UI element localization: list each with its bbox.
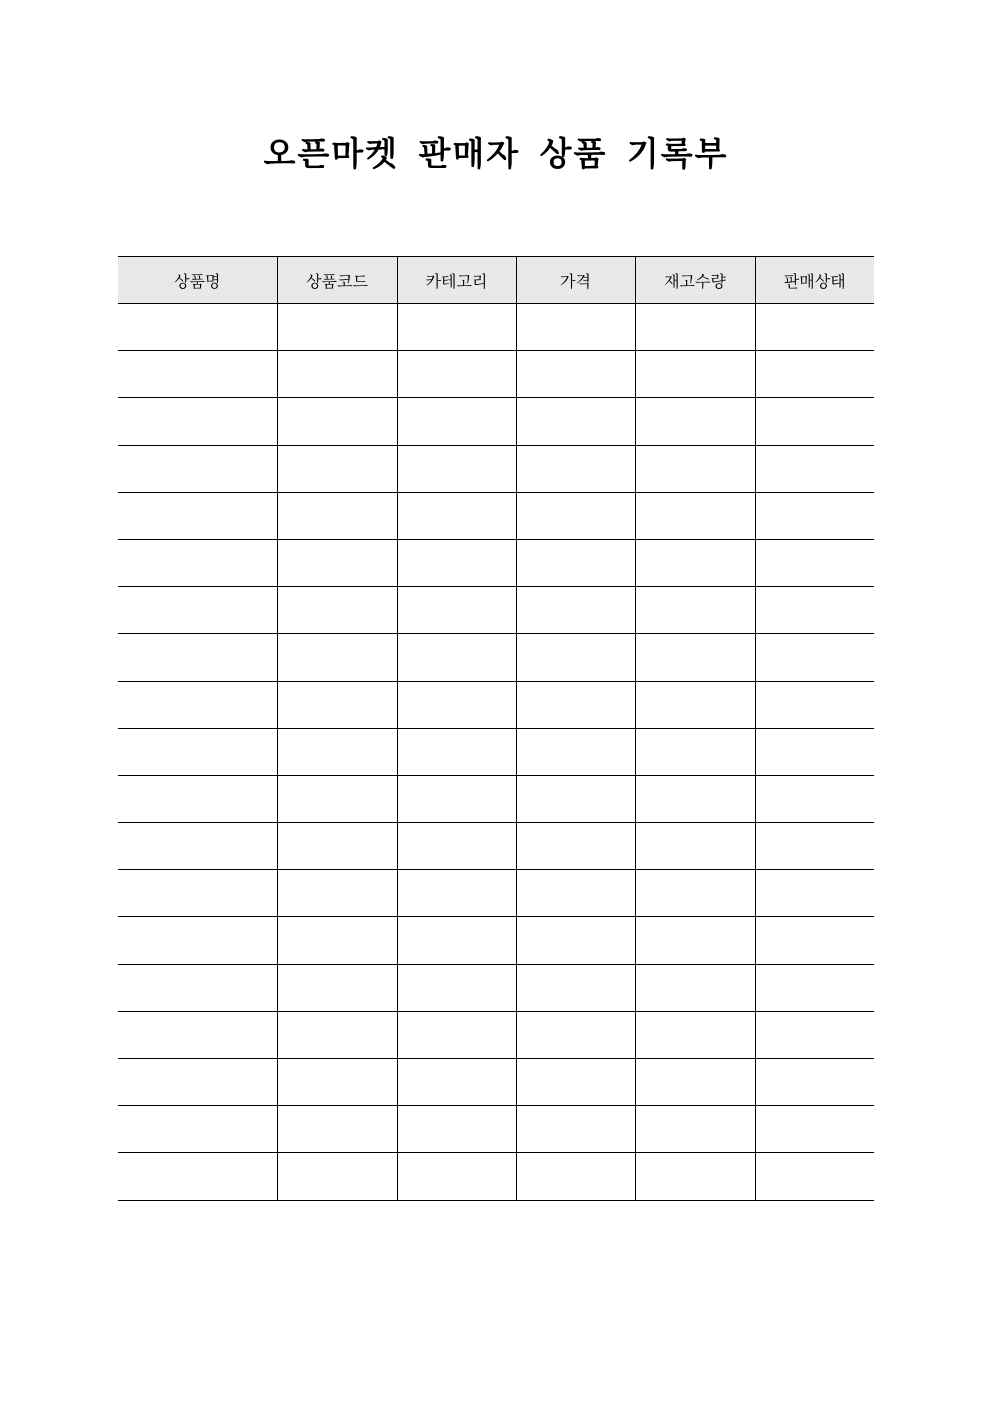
table-cell (755, 1059, 874, 1106)
table-cell (277, 492, 397, 539)
column-header-price: 가격 (516, 257, 635, 304)
table-cell (635, 681, 755, 728)
table-cell (516, 445, 635, 492)
table-cell (397, 492, 516, 539)
table-cell (118, 964, 277, 1011)
table-cell (516, 634, 635, 681)
table-cell (397, 445, 516, 492)
table-cell (516, 1153, 635, 1200)
table-row (118, 445, 874, 492)
table-cell (755, 823, 874, 870)
table-header-row (118, 257, 874, 304)
table-cell (277, 539, 397, 586)
table-row (118, 304, 874, 351)
table-cell (397, 1106, 516, 1153)
table-cell (635, 870, 755, 917)
table-cell (635, 539, 755, 586)
table-cell (516, 823, 635, 870)
table-cell (397, 304, 516, 351)
table-cell (397, 870, 516, 917)
table-cell (397, 539, 516, 586)
table-row (118, 823, 874, 870)
table-cell (397, 823, 516, 870)
table-cell (516, 398, 635, 445)
table-cell (118, 587, 277, 634)
table-cell (635, 1106, 755, 1153)
table-cell (635, 587, 755, 634)
table-cell (277, 1059, 397, 1106)
table-cell (118, 775, 277, 822)
table-cell (755, 681, 874, 728)
table-cell (118, 539, 277, 586)
table-cell (755, 398, 874, 445)
table-cell (635, 823, 755, 870)
table-cell (635, 917, 755, 964)
table-cell (516, 964, 635, 1011)
table-row (118, 681, 874, 728)
table-cell (755, 728, 874, 775)
table-cell (516, 304, 635, 351)
table-cell (277, 775, 397, 822)
table-cell (755, 1011, 874, 1058)
table-cell (635, 492, 755, 539)
table-cell (755, 587, 874, 634)
table-cell (277, 1011, 397, 1058)
table-cell (516, 587, 635, 634)
table-cell (277, 398, 397, 445)
table-row (118, 728, 874, 775)
table-cell (118, 1059, 277, 1106)
table-cell (755, 304, 874, 351)
table-cell (516, 917, 635, 964)
column-header-category: 카테고리 (397, 257, 516, 304)
table-cell (516, 728, 635, 775)
table-cell (277, 634, 397, 681)
table-cell (277, 870, 397, 917)
table-cell (277, 917, 397, 964)
table-cell (755, 351, 874, 398)
table-cell (635, 1153, 755, 1200)
table-cell (277, 1153, 397, 1200)
table-cell (755, 634, 874, 681)
table-row (118, 634, 874, 681)
table-row (118, 1106, 874, 1153)
column-header-sales-status: 판매상태 (755, 257, 874, 304)
table-cell (755, 1153, 874, 1200)
table-cell (118, 917, 277, 964)
table-cell (516, 1059, 635, 1106)
table-cell (635, 634, 755, 681)
page-title: 오픈마켓 판매자 상품 기록부 (263, 134, 729, 173)
table-cell (277, 587, 397, 634)
table-cell (516, 351, 635, 398)
table-cell (516, 1011, 635, 1058)
table-cell (755, 917, 874, 964)
table-cell (277, 351, 397, 398)
table-cell (635, 398, 755, 445)
table-cell (397, 917, 516, 964)
table-cell (635, 304, 755, 351)
table-cell (277, 728, 397, 775)
table-cell (635, 728, 755, 775)
table-cell (118, 304, 277, 351)
table-cell (118, 823, 277, 870)
table-row (118, 351, 874, 398)
table-cell (755, 870, 874, 917)
table-cell (516, 870, 635, 917)
table-cell (635, 964, 755, 1011)
table-cell (397, 728, 516, 775)
table-cell (397, 1011, 516, 1058)
table-cell (397, 398, 516, 445)
table-cell (277, 964, 397, 1011)
table-cell (635, 1011, 755, 1058)
table-row (118, 587, 874, 634)
table-cell (397, 1059, 516, 1106)
table-cell (277, 681, 397, 728)
table-cell (755, 445, 874, 492)
table-cell (516, 492, 635, 539)
table-cell (277, 823, 397, 870)
table-row (118, 1011, 874, 1058)
table-cell (397, 351, 516, 398)
table-row (118, 870, 874, 917)
table-row (118, 398, 874, 445)
table-cell (397, 587, 516, 634)
table-cell (118, 728, 277, 775)
table-cell (277, 1106, 397, 1153)
table-cell (516, 1106, 635, 1153)
product-record-table (118, 256, 874, 1201)
table-cell (397, 964, 516, 1011)
column-header-stock-quantity: 재고수량 (635, 257, 755, 304)
column-header-product-code: 상품코드 (277, 257, 397, 304)
table-cell (277, 304, 397, 351)
table-cell (118, 634, 277, 681)
table-cell (118, 398, 277, 445)
table-cell (635, 351, 755, 398)
table-row (118, 775, 874, 822)
table-cell (755, 775, 874, 822)
table-cell (755, 1106, 874, 1153)
table-cell (516, 539, 635, 586)
table-row (118, 964, 874, 1011)
table-row (118, 492, 874, 539)
table-cell (118, 351, 277, 398)
table-cell (118, 870, 277, 917)
table-cell (397, 681, 516, 728)
table-cell (397, 775, 516, 822)
column-header-product-name: 상품명 (118, 257, 277, 304)
table-cell (397, 1153, 516, 1200)
table-cell (755, 492, 874, 539)
table-cell (397, 634, 516, 681)
table-cell (516, 775, 635, 822)
table-cell (516, 681, 635, 728)
table-cell (635, 445, 755, 492)
table-cell (118, 1011, 277, 1058)
table-cell (277, 445, 397, 492)
table-cell (635, 775, 755, 822)
table-cell (118, 445, 277, 492)
table-row (118, 1059, 874, 1106)
table-row (118, 539, 874, 586)
table-cell (118, 492, 277, 539)
table-cell (118, 1106, 277, 1153)
table-cell (755, 964, 874, 1011)
table-cell (118, 1153, 277, 1200)
table-cell (118, 681, 277, 728)
table-body (118, 304, 874, 1201)
table-cell (755, 539, 874, 586)
table-cell (635, 1059, 755, 1106)
table-row (118, 917, 874, 964)
table-row (118, 1153, 874, 1200)
